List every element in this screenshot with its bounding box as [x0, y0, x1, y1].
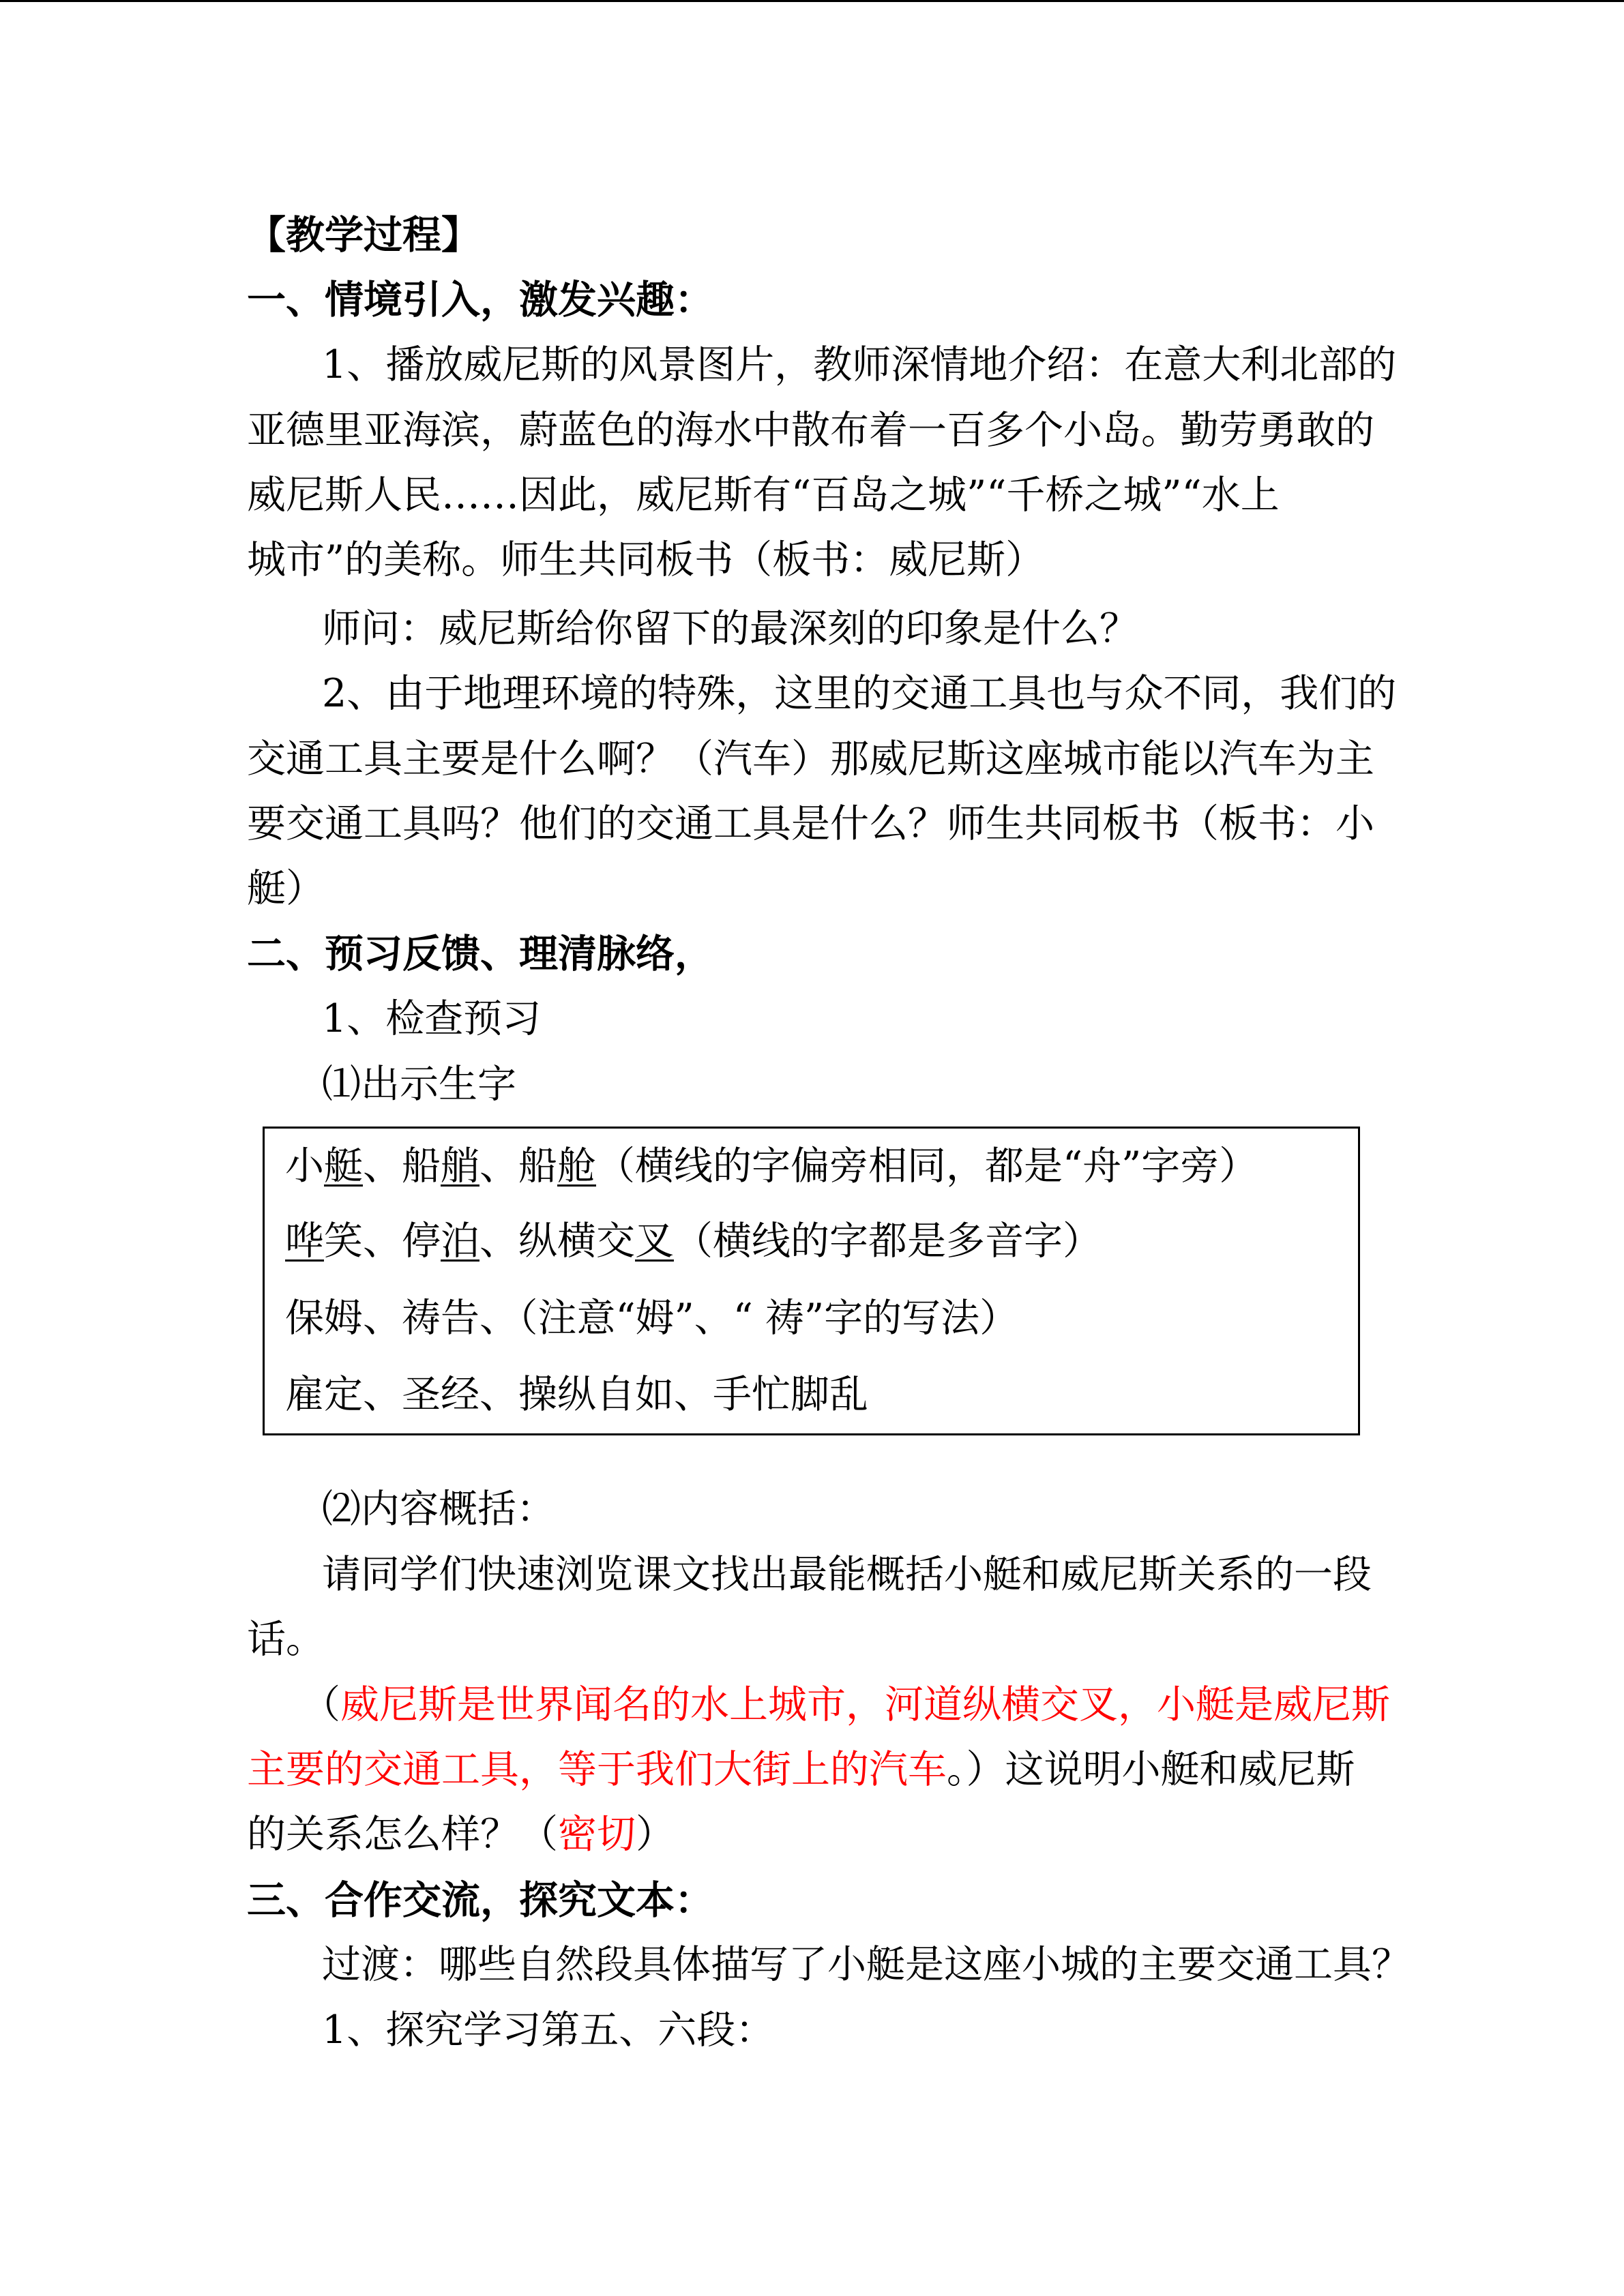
section3-step1: 1、探究学习第五、六段：	[322, 2008, 775, 2053]
vocab-note: （横线的字偏旁相同，都是“舟”字旁）	[596, 1144, 1258, 1189]
page-top-rule	[0, 0, 1624, 2]
vocab-text: 、船	[363, 1144, 441, 1189]
section1-question: 师问：威尼斯给你留下的最深刻的印象是什么？	[322, 606, 1138, 651]
section1-para1-line3: 威尼斯人民……因此，威尼斯有“百岛之城”“千桥之城”“水上	[247, 473, 1280, 518]
section1-para2-line1: 2、由于地理环境的特殊，这里的交通工具也与众不同，我们的	[322, 671, 1397, 716]
section1-para2-line2: 交通工具主要是什么啊？（汽车）那威尼斯这座城市能以汽车为主	[247, 736, 1374, 781]
section2-answer-line2	[247, 1746, 1355, 1793]
section3-transition: 过渡：哪些自然段具体描写了小艇是这座小城的主要交通工具？	[322, 1942, 1411, 1987]
section2-show-characters: ⑴出示生字	[322, 1062, 516, 1107]
vocab-text: 、纵横交	[479, 1219, 635, 1264]
heading-teaching-process: 【教学过程】	[247, 212, 480, 258]
section1-para1-line4: 城市”的美称。师生共同板书（板书：威尼斯）	[247, 537, 1045, 582]
vocab-underlined-char: 舱	[557, 1144, 596, 1189]
vocab-underlined-char: 艄	[441, 1144, 479, 1189]
section1-para1-line2: 亚德里亚海滨，蔚蓝色的海水中散布着一百多个小岛。勤劳勇敢的	[247, 408, 1374, 453]
section3-title: 三、合作交流，探究文本：	[247, 1877, 713, 1923]
section2-check-preview: 1、检查预习	[322, 996, 542, 1041]
answer-red-text: 密切	[558, 1812, 636, 1857]
section1-title: 一、情境引入，激发兴趣：	[247, 277, 713, 323]
vocab-note: （横线的字都是多音字）	[674, 1219, 1102, 1264]
section2-answer-line1	[301, 1681, 1390, 1729]
section2-instruction-line1: 请同学们快速浏览课文找出最能概括小艇和威尼斯关系的一段	[322, 1552, 1372, 1597]
vocab-underlined-char: 泊	[441, 1219, 479, 1264]
answer-text: 的关系怎么样？（	[247, 1812, 558, 1857]
section2-answer-line3	[247, 1810, 675, 1858]
vocab-underlined-char: 艇	[324, 1144, 363, 1189]
vocab-text: 、船	[479, 1144, 557, 1189]
vocabulary-box	[263, 1127, 1360, 1435]
section1-para2-line3: 要交通工具吗？他们的交通工具是什么？师生共同板书（板书：小	[247, 801, 1374, 846]
answer-red-text: 主要的交通工具，等于我们大街上的汽车	[247, 1747, 947, 1792]
answer-close-paren: ）	[636, 1812, 675, 1857]
answer-open-paren: （	[301, 1682, 340, 1727]
vocab-row-3: 保姆、祷告、（注意“姆”、“ 祷”字的写法）	[285, 1296, 1019, 1341]
vocab-text: 笑、停	[324, 1219, 441, 1264]
section2-instruction-line2: 话。	[247, 1617, 325, 1662]
vocab-row-2	[285, 1217, 1102, 1265]
vocab-underlined-char: 叉	[635, 1219, 674, 1264]
section2-title: 二、预习反馈、理清脉络，	[247, 931, 713, 976]
answer-red-text: 威尼斯是世界闻名的水上城市，河道纵横交叉，小艇是威尼斯	[340, 1682, 1390, 1727]
section1-para1-line1: 1、播放威尼斯的风景图片，教师深情地介绍：在意大利北部的	[322, 342, 1397, 387]
section2-content-summary: ⑵内容概括：	[322, 1487, 555, 1532]
vocab-row-1	[285, 1142, 1258, 1190]
vocab-underlined-char: 哗	[285, 1219, 324, 1264]
vocab-text: 小	[285, 1144, 324, 1189]
section1-para2-line4: 艇）	[247, 866, 325, 911]
vocab-row-4: 雇定、圣经、操纵自如、手忙脚乱	[285, 1372, 868, 1417]
answer-text: 。）这说明小艇和威尼斯	[947, 1747, 1355, 1792]
